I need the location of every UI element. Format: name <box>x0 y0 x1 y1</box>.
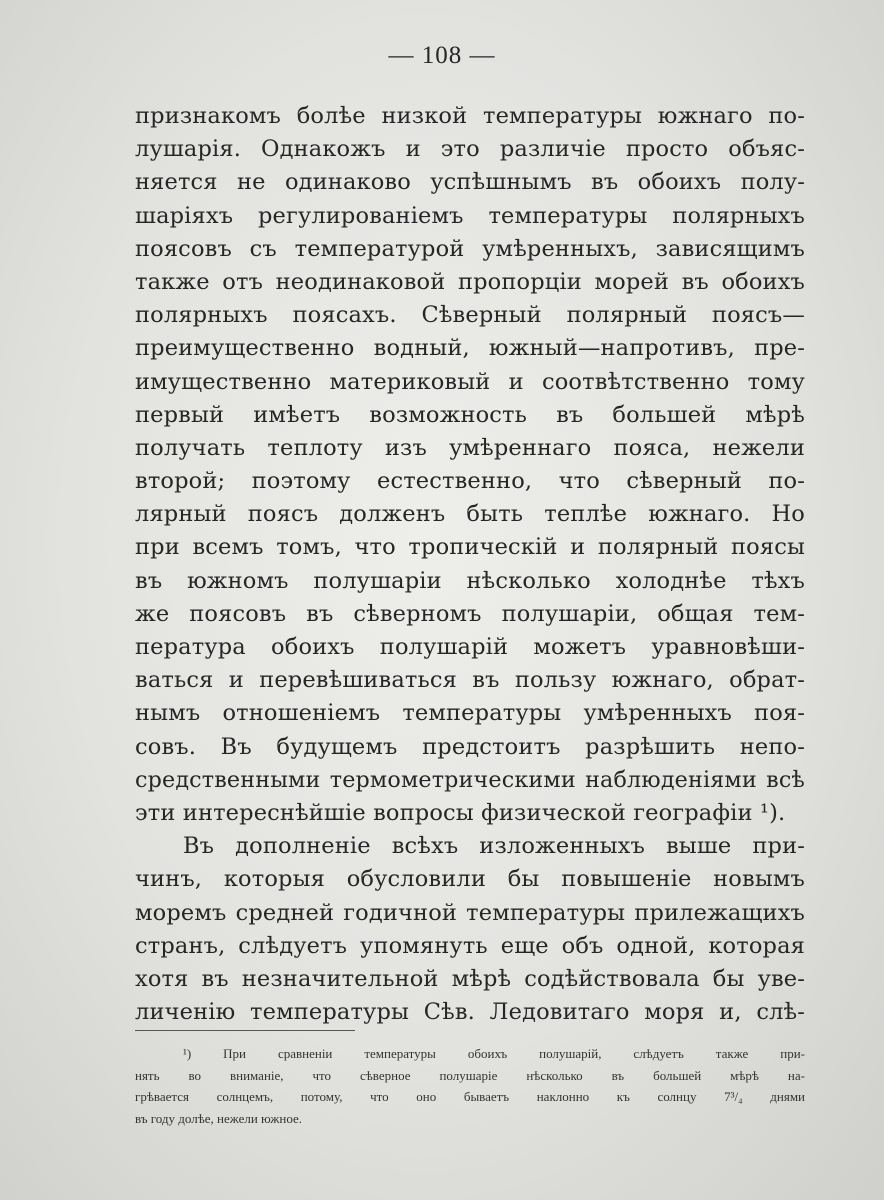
text-line: эти интереснѣйшіе вопросы физической географіи ¹). <box>135 799 786 826</box>
text-line: получать теплоту изъ умѣреннаго пояса, нежели <box>135 434 805 461</box>
text-line: также отъ неодинаковой пропорціи морей въ обоихъ <box>135 268 805 295</box>
page-number: — 108 — <box>388 42 496 69</box>
text-line: при всемъ томъ, что тропическій и полярный поясы <box>135 534 805 561</box>
text-line: личенію температуры Сѣв. Ледовитаго моря и, слѣ- <box>135 999 805 1026</box>
footnote-divider <box>135 1030 355 1031</box>
footnote-line: ¹) При сравненіи температуры обоихъ полушарій, слѣдуетъ также при- <box>183 1046 805 1061</box>
footnote-line: нять во вниманіе, что сѣверное полушаріе нѣсколько въ большей мѣрѣ на- <box>135 1067 805 1083</box>
text-line: лярный поясъ долженъ быть теплѣе южнаго. Но <box>135 501 805 528</box>
text-line: лушарія. Однакожъ и это различіе просто объяс- <box>135 136 805 163</box>
text-line: полярныхъ поясахъ. Сѣверный полярный поясъ— <box>135 302 805 329</box>
text-line: пература обоихъ полушарій можетъ уравновѣши- <box>135 634 805 660</box>
text-line: моремъ средней годичной температуры прилежащихъ <box>135 899 805 926</box>
text-line: чинъ, которыя обусловили бы повышеніе новымъ <box>135 866 805 893</box>
text-line: странъ, слѣдуетъ упомянуть еще объ одной, которая <box>135 932 805 959</box>
footnote <box>135 1043 805 1129</box>
text-line: же поясовъ въ сѣверномъ полушаріи, общая тем- <box>135 600 805 627</box>
text-line: средственными термометрическими наблюденіями всѣ <box>135 766 805 793</box>
body-text <box>135 100 805 1029</box>
text-line: признакомъ болѣе низкой температуры южнаго по- <box>135 103 805 129</box>
text-line: ваться и перевѣшиваться въ пользу южнаго, обрат- <box>135 667 805 694</box>
text-line: шаріяхъ регулированіемъ температуры полярныхъ <box>135 202 805 229</box>
text-line: няется не одинаково успѣшнымъ въ обоихъ полу- <box>135 169 805 196</box>
text-line: Въ дополненіе всѣхъ изложенныхъ выше при- <box>183 833 805 860</box>
text-line: нымъ отношеніемъ температуры умѣренныхъ поя- <box>135 700 805 727</box>
text-line: хотя въ незначительной мѣрѣ содѣйствовала бы уве- <box>135 965 805 992</box>
footnote-line: грѣвается солнцемъ, потому, что оно бываетъ наклонно къ солнцу 7³/₄ днями <box>135 1089 805 1104</box>
text-line: имущественно материковый и соотвѣтственно тому <box>135 368 805 395</box>
text-line: второй; поэтому естественно, что сѣверный по- <box>135 468 805 495</box>
text-line: совъ. Въ будущемъ предстоитъ разрѣшить непо- <box>135 733 805 760</box>
text-line: въ южномъ полушаріи нѣсколько холоднѣе тѣхъ <box>135 567 805 594</box>
text-line: поясовъ съ температурой умѣренныхъ, зависящимъ <box>135 235 805 262</box>
footnote-line: въ году долѣе, нежели южное. <box>135 1110 303 1126</box>
text-line: первый имѣетъ возможность въ большей мѣрѣ <box>135 401 805 428</box>
text-line: преимущественно водный, южный—напротивъ, пре- <box>135 335 805 362</box>
